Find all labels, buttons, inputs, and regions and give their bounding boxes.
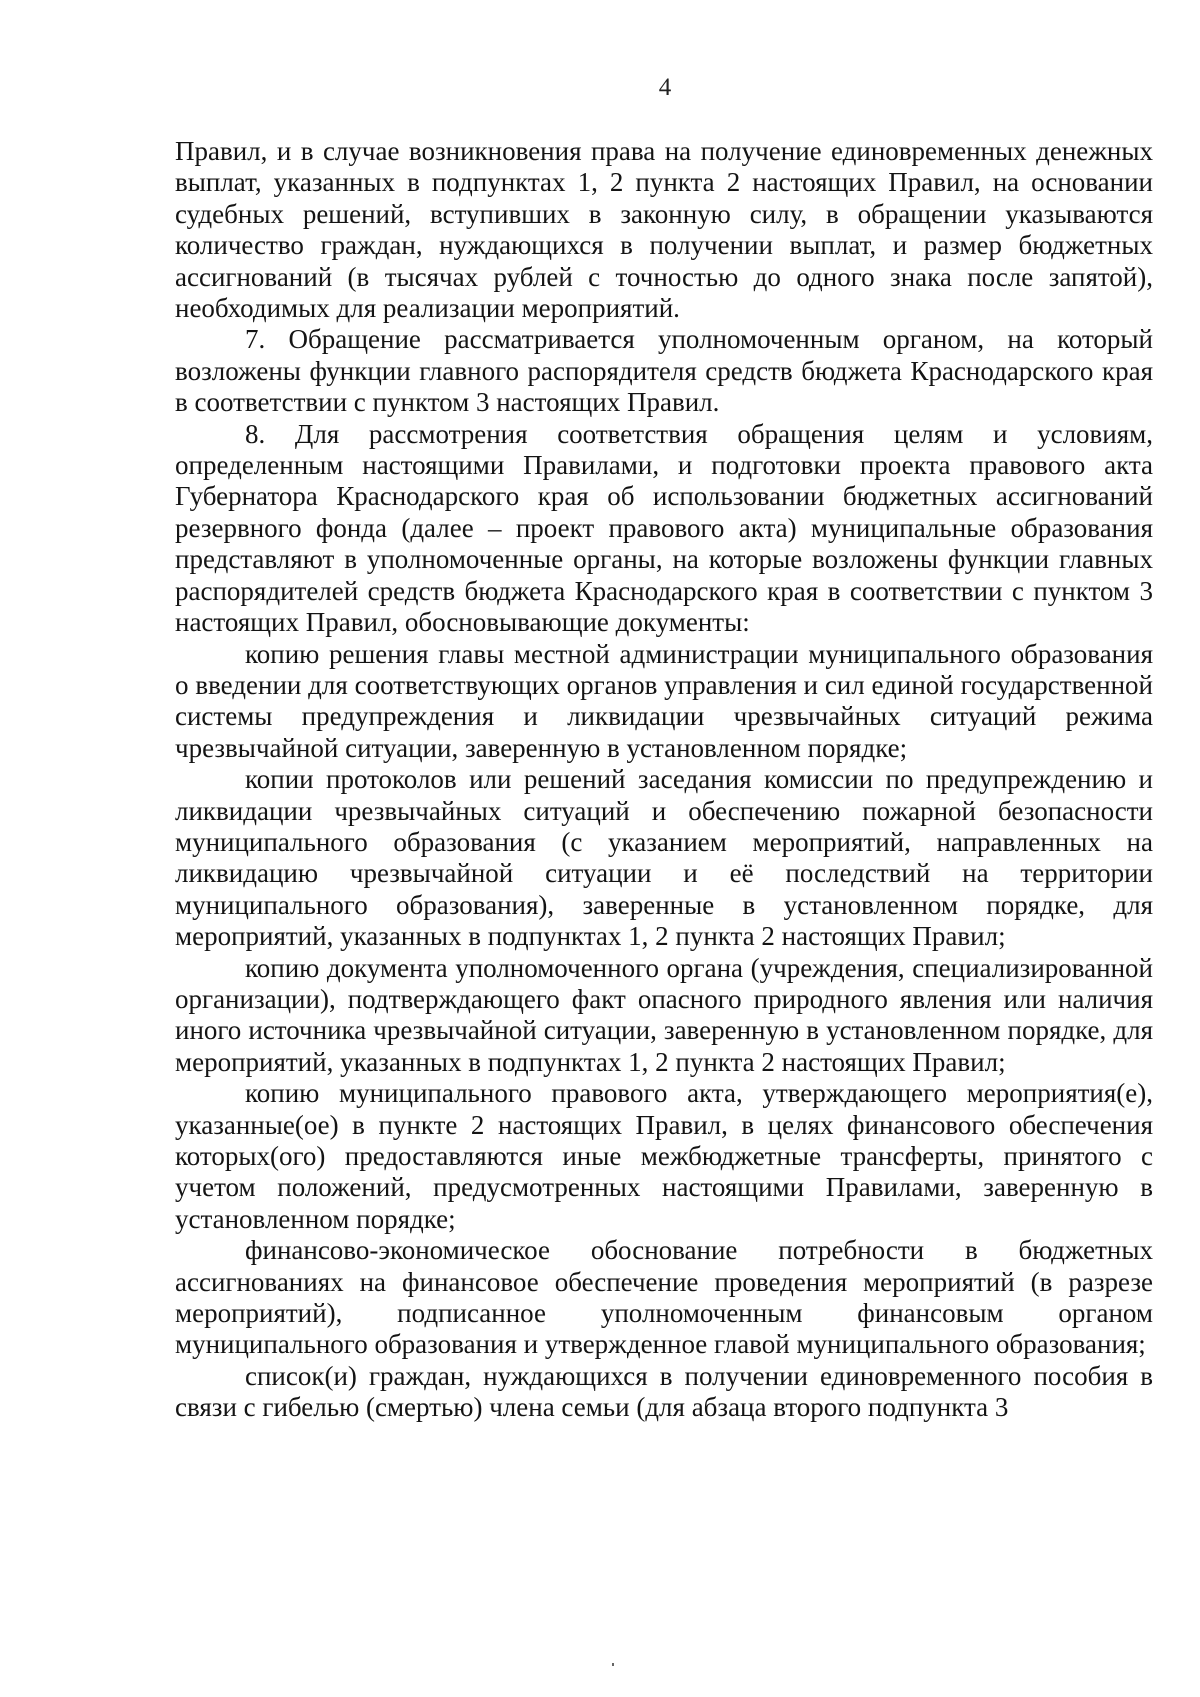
list-item-financial-justification: финансово-экономическое обоснование потребности в бюджетных ассигнованиях на финансовое обеспечение проведения мероприятий (в разрезе мероприятий), подписанное уполномоченным финансовым органом муниципального образования и утвержденное главой муниципального образования; (175, 1235, 1153, 1360)
paragraph-continuation: Правил, и в случае возникновения права на получение единовременных денежных выплат, указанных в подпунктах 1, 2 пункта 2 настоящих Правил, на основании судебных решений, вступивших в законную силу, в обращении указываются количество граждан, нуждающихся в получении выплат, и размер бюджетных ассигнований (в тысячах рублей с точностью до одного знака после запятой), необходимых для реализации мероприятий. (175, 136, 1153, 324)
list-item-document-copy: копию документа уполномоченного органа (учреждения, специализированной организации), подтверждающего факт опасного природного явления или наличия иного источника чрезвычайной ситуации, заверенную в установленном порядке, для мероприятий, указанных в подпунктах 1, 2 пункта 2 настоящих Правил; (175, 952, 1153, 1077)
scan-artifact (612, 1663, 614, 1666)
list-item-protocol-copies: копии протоколов или решений заседания комиссии по предупреждению и ликвидации чрезвычайных ситуаций и обеспечению пожарной безопасности муниципального образования (с указанием мероприятий, направленных на ликвидацию чрезвычайной ситуации и её последствий на территории муниципального образования), заверенные в установленном порядке, для мероприятий, указанных в подпунктах 1, 2 пункта 2 настоящих Правил; (175, 764, 1153, 952)
paragraph-item-8: 8. Для рассмотрения соответствия обращения целям и условиям, определенным настоящими Правилами, и подготовки проекта правового акта Губернатора Краснодарского края об использовании бюджетных ассигнований резервного фонда (далее – проект правового акта) муниципальные образования представляют в уполномоченные органы, на которые возложены функции главных распорядителей средств бюджета Краснодарского края в соответствии с пунктом 3 настоящих Правил, обосновывающие документы: (175, 418, 1153, 638)
list-item-legal-act-copy: копию муниципального правового акта, утверждающего мероприятия(е), указанные(ое) в пункте 2 настоящих Правил, в целях финансового обеспечения которых(ого) предоставляются иные межбюджетные трансферты, принятого с учетом положений, предусмотренных настоящими Правилами, заверенную в установленном порядке; (175, 1078, 1153, 1234)
list-item-decision-copy: копию решения главы местной администрации муниципального образования о введении для соответствующих органов управления и сил единой государственной системы предупреждения и ликвидации чрезвычайных ситуаций режима чрезвычайной ситуации, заверенную в установленном порядке; (175, 638, 1153, 763)
page-number: 4 (658, 74, 672, 101)
list-item-citizen-list: список(и) граждан, нуждающихся в получении единовременного пособия в связи с гибелью (смертью) члена семьи (для абзаца второго подпункта 3 (175, 1360, 1153, 1423)
document-body (175, 136, 1153, 1424)
paragraph-item-7: 7. Обращение рассматривается уполномоченным органом, на который возложены функции главного распорядителя средств бюджета Краснодарского края в соответствии с пунктом 3 настоящих Правил. (175, 324, 1153, 418)
